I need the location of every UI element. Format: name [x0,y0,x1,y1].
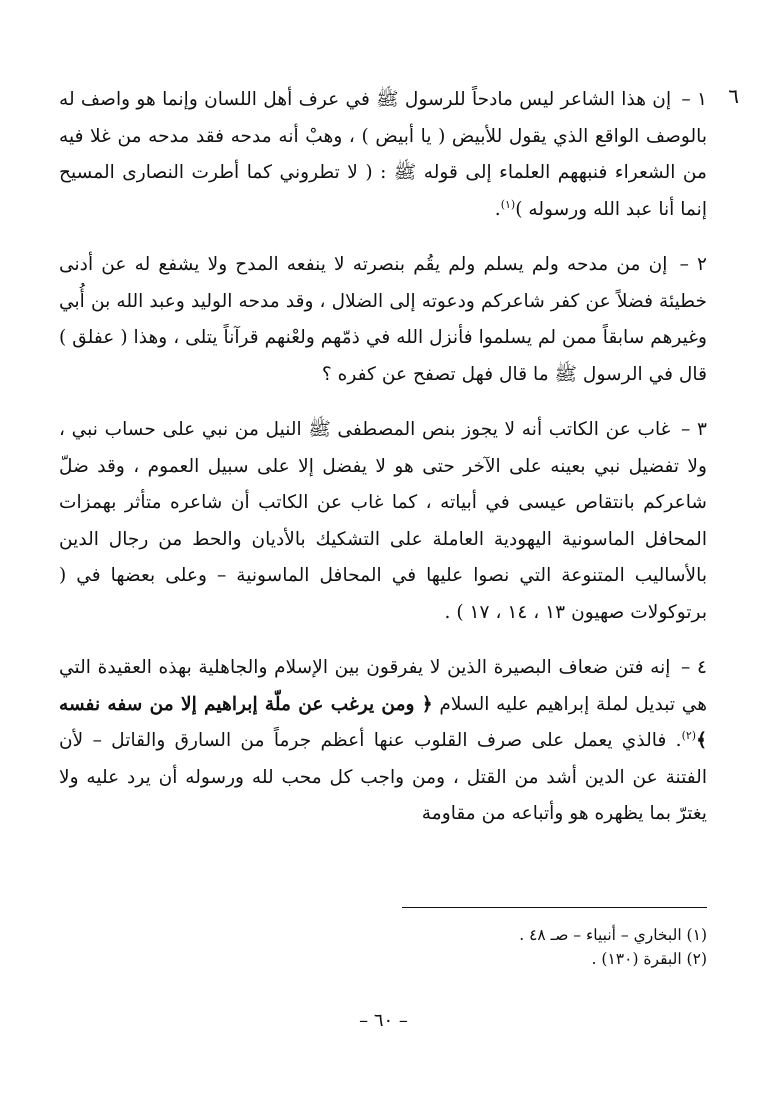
footnote-1: (١) البخاري – أنبياء – صـ ٤٨ . [519,926,707,944]
footnote-2: (٢) البقرة (١٣٠) . [591,950,707,968]
footnotes [59,923,707,971]
paragraph-text: إن هذا الشاعر ليس مادحاً للرسول ﷺ في عرف أهل اللسان وإنما هو واصف له بالوصف الواقع الذي يقول للأبيض ( يا أبيض ) ، وهبْ أنه مدحه فقد مدحه من غلا فيه من الشعراء فنبههم العلماء إلى قوله ﷺ : ( لا تطروني كما أطرت النصارى المسيح إنما أنا عبد الله ورسوله ) [59,89,707,220]
footnote-ref: (٢) [681,728,697,742]
paragraph-number: ١ – [681,89,707,110]
quran-verse: ﴿ ومن يرغب عن ملّة إبراهيم إلا من سفه نفسه ﴾ [59,693,707,751]
paragraph-1 [59,82,707,228]
paragraph-text: إن من مدحه ولم يسلم ولم يقُم بنصرته لا ينفعه المدح ولا يشفع له عن أدنى خطيئة فضلاً عن كفر شاعركم ودعوته إلى الضلال ، وقد مدحه الوليد وعبد الله بن أُبي وغيرهم سابقاً ممن لم يسلموا فأنزل الله في ذمّهم ولعْنهم قرآناً يتلى ، وهذا ( عفلق ) قال في الرسول ﷺ ما قال فهل تصفح عن كفره ؟ [59,254,707,385]
footnote-divider [402,907,707,908]
paragraph-text: غاب عن الكاتب أنه لا يجوز بنص المصطفى ﷺ النيل من نبي على حساب نبي ، ولا تفضيل نبي بعينه على الآخر حتى هو لا يفضل إلا على سبيل العموم ، وقد ضلّ شاعركم بانتقاص عيسى في أبياته ، كما غاب عن الكاتب أن شاعره متأثر بهمزات المحافل الماسونية اليهودية العاملة على التشكيك بالأديان والحط من رجال الدين بالأساليب المتنوعة التي نصوا عليها في المحافل الماسونية – وعلى بعضها في ( برتوكولات صهيون ١٣ ، ١٤ ، ١٧ ) . [59,419,707,623]
paragraph-number: ٤ – [681,657,707,678]
paragraph-number: ٣ – [681,419,707,440]
paragraph-end: . [494,198,501,220]
paragraph-text-continued: . فالذي يعمل على صرف القلوب عنها أعظم جرماً من السارق والقاتل – لأن الفتنة عن الدين أشد من القتل ، ومن واجب كل محب لله ورسوله أن يرد عليه ولا يغترّ بما يظهره هو وأتباعه من مقاومة [59,730,707,824]
margin-number: ٦ [728,84,739,108]
footnote-ref: (١) [500,197,516,211]
paragraph-4 [59,650,707,833]
paragraph-3 [59,412,707,631]
body-text [59,82,707,852]
paragraph-text: إنه فتن ضعاف البصيرة الذين لا يفرقون بين الإسلام والجاهلية بهذه العقيدة التي هي تبديل لملة إبراهيم عليه السلام [59,657,708,715]
paragraph-number: ٢ – [679,254,707,275]
paragraph-2 [59,247,707,393]
page-number: – ٦٠ – [359,1010,408,1031]
